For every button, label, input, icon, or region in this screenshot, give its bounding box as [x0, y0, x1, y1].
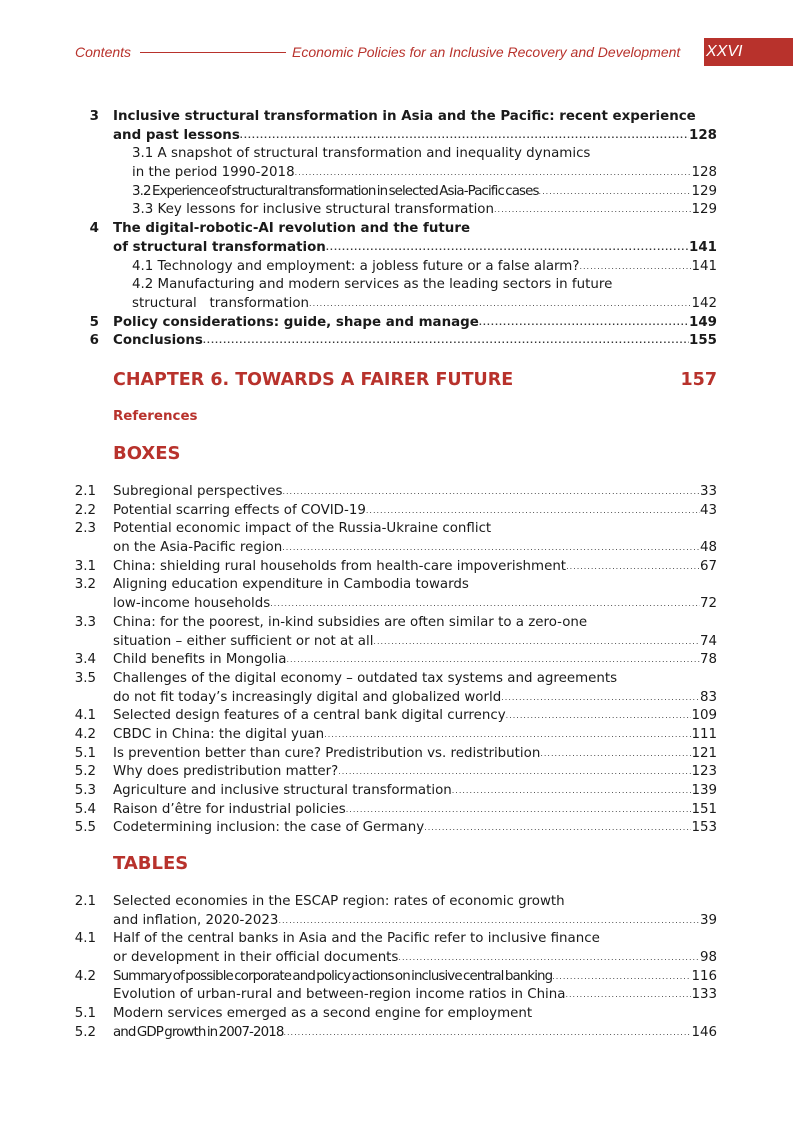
- dot-leader: [565, 986, 691, 1005]
- list-item: [0, 1005, 793, 1024]
- toc-row: [0, 183, 793, 202]
- box-number: 4.1: [74, 708, 96, 724]
- box-entry[interactable]: [113, 707, 717, 726]
- dot-leader: [203, 332, 689, 351]
- table-entry[interactable]: [113, 986, 717, 1005]
- toc-page: 129: [691, 183, 717, 199]
- toc-row: [0, 220, 793, 239]
- table-title: and GDP growth in 2007-2018: [113, 1024, 284, 1040]
- toc-row: [0, 239, 793, 258]
- toc-entry[interactable]: [113, 220, 717, 239]
- box-entry[interactable]: [113, 520, 717, 539]
- table-number: 2.1: [74, 894, 96, 909]
- toc-number: 4: [89, 221, 99, 237]
- header-page-number: XXVI: [704, 38, 793, 66]
- table-number: 4.1: [74, 931, 96, 947]
- boxes-heading: BOXES: [113, 443, 181, 464]
- list-item: [0, 1024, 793, 1043]
- header-section-label: Contents: [75, 44, 132, 60]
- toc-title: Policy considerations: guide, shape and manage: [113, 314, 479, 330]
- toc-entry[interactable]: [113, 239, 717, 258]
- list-item: [0, 539, 793, 558]
- table-title: Selected economies in the ESCAP region: rates of economic growth: [113, 894, 565, 909]
- list-item: [0, 651, 793, 670]
- box-title: low-income households: [113, 596, 271, 612]
- chapter-page: 157: [680, 370, 717, 390]
- box-entry[interactable]: [113, 763, 717, 782]
- list-item: [0, 707, 793, 726]
- box-page: 72: [699, 596, 717, 612]
- table-page: 146: [691, 1024, 717, 1040]
- toc-title: Inclusive structural transformation in Asia and the Pacific: recent experience: [113, 109, 696, 124]
- dot-leader: [309, 295, 691, 314]
- toc-row: [0, 332, 793, 351]
- list-item: [0, 968, 793, 987]
- dot-leader: [452, 782, 692, 801]
- toc-title: 3.3 Key lessons for inclusive structural transformation: [132, 202, 494, 218]
- list-item: [0, 483, 793, 502]
- box-entry[interactable]: [113, 614, 717, 633]
- box-entry[interactable]: [113, 595, 717, 614]
- list-item: [0, 633, 793, 652]
- box-entry[interactable]: [113, 558, 717, 577]
- toc-page: 141: [689, 239, 717, 255]
- toc-page: 129: [691, 202, 717, 218]
- chapter-heading[interactable]: [113, 365, 717, 395]
- dot-leader: [326, 239, 689, 258]
- list-item: [0, 949, 793, 968]
- box-title: Subregional perspectives: [113, 484, 283, 499]
- table-page: 39: [699, 912, 717, 928]
- box-entry[interactable]: [113, 539, 717, 558]
- list-item: [0, 893, 793, 912]
- header-rule: [140, 52, 286, 53]
- box-page: 123: [691, 764, 717, 780]
- header-book-title: Economic Policies for an Inclusive Recovery and Development: [292, 44, 681, 60]
- table-title: or development in their official documents: [113, 950, 399, 966]
- box-entry[interactable]: [113, 670, 717, 689]
- table-entry[interactable]: [113, 930, 717, 949]
- toc-entry[interactable]: [132, 258, 717, 277]
- box-page: 48: [699, 540, 717, 556]
- table-of-contents: [0, 108, 793, 351]
- table-entry[interactable]: [113, 949, 717, 968]
- tables-heading: TABLES: [113, 853, 189, 874]
- table-entry[interactable]: [113, 968, 717, 987]
- box-entry[interactable]: [113, 801, 717, 820]
- toc-title: 4.1 Technology and employment: a jobless future or a false alarm?: [132, 258, 580, 274]
- running-header: [0, 38, 793, 66]
- table-title: Evolution of urban-rural and between-region income ratios in China: [113, 987, 566, 1003]
- toc-number: 3: [89, 109, 99, 124]
- list-item: [0, 595, 793, 614]
- box-number: 5.3: [74, 783, 96, 798]
- toc-entry[interactable]: [113, 332, 717, 351]
- box-page: 67: [699, 558, 717, 574]
- box-title: do not fit today’s increasingly digital and globalized world: [113, 689, 502, 705]
- toc-page: 128: [689, 127, 717, 143]
- box-entry[interactable]: [113, 483, 717, 502]
- table-title: Summary of possible corporate and policy actions on inclusive central banking: [113, 968, 553, 984]
- box-number: 2.3: [74, 521, 96, 537]
- chapter-title: CHAPTER 6. TOWARDS A FAIRER FUTURE: [113, 370, 514, 390]
- dot-leader: [270, 595, 700, 614]
- list-item: [0, 782, 793, 801]
- box-entry[interactable]: [113, 633, 717, 652]
- box-entry[interactable]: [113, 576, 717, 595]
- box-page: 74: [699, 633, 717, 649]
- list-item: [0, 558, 793, 577]
- box-entry[interactable]: [113, 651, 717, 670]
- box-page: 33: [699, 484, 717, 499]
- dot-leader: [539, 183, 692, 202]
- toc-title: 3.2 Experience of structural transformation in selected Asia-Pacific cases: [132, 183, 539, 199]
- toc-page: 141: [691, 258, 717, 274]
- list-item: [0, 819, 793, 838]
- box-page: 121: [691, 745, 717, 761]
- list-item: [0, 930, 793, 949]
- box-title: China: for the poorest, in-kind subsidies are often similar to a zero-one: [113, 614, 588, 630]
- list-item: [0, 763, 793, 782]
- box-number: 3.4: [74, 652, 96, 668]
- table-number: 5.1: [74, 1006, 96, 1022]
- box-number: 5.4: [74, 801, 96, 817]
- dot-leader: [366, 502, 700, 521]
- list-item: [0, 912, 793, 931]
- box-title: Raison d’être for industrial policies: [113, 801, 346, 817]
- boxes-list: [0, 483, 793, 838]
- toc-title: The digital-robotic-AI revolution and the future: [113, 221, 471, 237]
- toc-row: [0, 258, 793, 277]
- table-page: 116: [691, 968, 717, 984]
- table-title: and inflation, 2020-2023: [113, 912, 279, 928]
- dot-leader: [566, 558, 700, 577]
- box-entry[interactable]: [113, 689, 717, 708]
- box-entry[interactable]: [113, 726, 717, 745]
- box-title: Why does predistribution matter?: [113, 764, 339, 780]
- table-number: 4.2: [74, 968, 96, 984]
- box-page: 111: [691, 726, 717, 742]
- box-number: 2.2: [74, 502, 96, 518]
- list-item: [0, 986, 793, 1005]
- table-number: 5.2: [74, 1024, 96, 1040]
- toc-entry[interactable]: [113, 127, 717, 146]
- dot-leader: [278, 912, 700, 931]
- toc-page: 149: [689, 314, 717, 330]
- toc-entry[interactable]: [113, 108, 717, 127]
- table-page: 133: [691, 987, 717, 1003]
- box-title: Aligning education expenditure in Cambodia towards: [113, 577, 469, 593]
- box-page: 151: [691, 801, 717, 817]
- box-page: 109: [691, 708, 717, 724]
- toc-entry[interactable]: [132, 276, 717, 295]
- box-title: on the Asia-Pacific region: [113, 540, 283, 556]
- box-page: 83: [699, 689, 717, 705]
- box-number: 3.2: [74, 577, 96, 593]
- box-title: Potential economic impact of the Russia-Ukraine conflict: [113, 521, 492, 537]
- dot-leader: [240, 127, 689, 146]
- box-title: China: shielding rural households from health-care impoverishment: [113, 558, 567, 574]
- box-title: Codetermining inclusion: the case of Germany: [113, 820, 425, 836]
- box-number: 4.2: [74, 726, 96, 742]
- toc-title: and past lessons: [113, 127, 240, 143]
- toc-row: [0, 164, 793, 183]
- toc-entry[interactable]: [132, 164, 717, 183]
- dot-leader: [286, 651, 700, 670]
- table-title: Modern services emerged as a second engine for employment: [113, 1006, 533, 1022]
- box-title: Challenges of the digital economy – outdated tax systems and agreements: [113, 670, 618, 686]
- references-link[interactable]: References: [113, 409, 198, 424]
- tables-list: [0, 893, 793, 1043]
- list-item: [0, 520, 793, 539]
- box-title: Potential scarring effects of COVID-19: [113, 502, 366, 518]
- box-title: Agriculture and inclusive structural transformation: [113, 783, 452, 798]
- dot-leader: [579, 258, 691, 277]
- table-entry[interactable]: [113, 1024, 717, 1043]
- list-item: [0, 670, 793, 689]
- toc-row: [0, 314, 793, 333]
- dot-leader: [373, 633, 700, 652]
- box-number: 3.3: [74, 614, 96, 630]
- toc-title: 4.2 Manufacturing and modern services as the leading sectors in future: [132, 277, 613, 293]
- toc-row: [0, 295, 793, 314]
- box-number: 2.1: [74, 484, 96, 499]
- box-page: 43: [699, 502, 717, 518]
- toc-entry[interactable]: [113, 314, 717, 333]
- box-title: Is prevention better than cure? Predistribution vs. redistribution: [113, 745, 541, 761]
- toc-entry[interactable]: [132, 201, 717, 220]
- dot-leader: [494, 201, 691, 220]
- box-number: 3.1: [74, 558, 96, 574]
- dot-leader: [540, 745, 691, 764]
- table-title: Half of the central banks in Asia and the Pacific refer to inclusive finance: [113, 931, 600, 947]
- toc-entry[interactable]: [132, 183, 717, 202]
- box-number: 3.5: [74, 670, 96, 686]
- list-item: [0, 726, 793, 745]
- list-item: [0, 576, 793, 595]
- box-title: CBDC in China: the digital yuan: [113, 726, 325, 742]
- dot-leader: [552, 968, 691, 987]
- table-entry[interactable]: [113, 912, 717, 931]
- box-page: 139: [691, 783, 717, 798]
- box-number: 5.2: [74, 764, 96, 780]
- toc-entry[interactable]: [132, 295, 717, 314]
- dot-leader: [346, 801, 692, 820]
- box-title: situation – either sufficient or not at all: [113, 633, 374, 649]
- dot-leader: [283, 1024, 691, 1043]
- box-page: 153: [691, 820, 717, 836]
- dot-leader: [398, 949, 700, 968]
- toc-title: structural transformation: [132, 295, 310, 311]
- toc-number: 6: [89, 333, 99, 349]
- toc-page: 155: [689, 333, 717, 349]
- toc-row: [0, 145, 793, 164]
- list-item: [0, 502, 793, 521]
- list-item: [0, 801, 793, 820]
- dot-leader: [424, 819, 691, 838]
- list-item: [0, 745, 793, 764]
- toc-row: [0, 127, 793, 146]
- dot-leader: [501, 689, 700, 708]
- toc-title: of structural transformation: [113, 239, 326, 255]
- toc-page: 142: [691, 295, 717, 311]
- table-entry[interactable]: [113, 893, 717, 912]
- box-entry[interactable]: [113, 502, 717, 521]
- table-entry[interactable]: [113, 1005, 717, 1024]
- box-entry[interactable]: [113, 745, 717, 764]
- box-page: 78: [699, 652, 717, 668]
- toc-number: 5: [89, 314, 99, 330]
- toc-entry[interactable]: [132, 145, 717, 164]
- toc-title: 3.1 A snapshot of structural transformation and inequality dynamics: [132, 146, 591, 162]
- dot-leader: [295, 164, 692, 183]
- table-page: 98: [699, 950, 717, 966]
- box-number: 5.5: [74, 820, 96, 836]
- toc-row: [0, 276, 793, 295]
- dot-leader: [324, 726, 691, 745]
- box-entry[interactable]: [113, 819, 717, 838]
- toc-row: [0, 108, 793, 127]
- box-number: 5.1: [74, 745, 96, 761]
- dot-leader: [506, 707, 692, 726]
- toc-page: 128: [691, 165, 717, 181]
- list-item: [0, 614, 793, 633]
- dot-leader: [282, 483, 700, 502]
- list-item: [0, 689, 793, 708]
- chapter-heading-row: [0, 365, 793, 395]
- toc-title: in the period 1990-2018: [132, 165, 295, 181]
- dot-leader: [479, 314, 689, 333]
- toc-title: Conclusions: [113, 333, 203, 349]
- box-title: Selected design features of a central bank digital currency: [113, 708, 506, 724]
- box-title: Child benefits in Mongolia: [113, 652, 287, 668]
- dot-leader: [282, 539, 700, 558]
- toc-row: [0, 201, 793, 220]
- dot-leader: [338, 763, 691, 782]
- box-entry[interactable]: [113, 782, 717, 801]
